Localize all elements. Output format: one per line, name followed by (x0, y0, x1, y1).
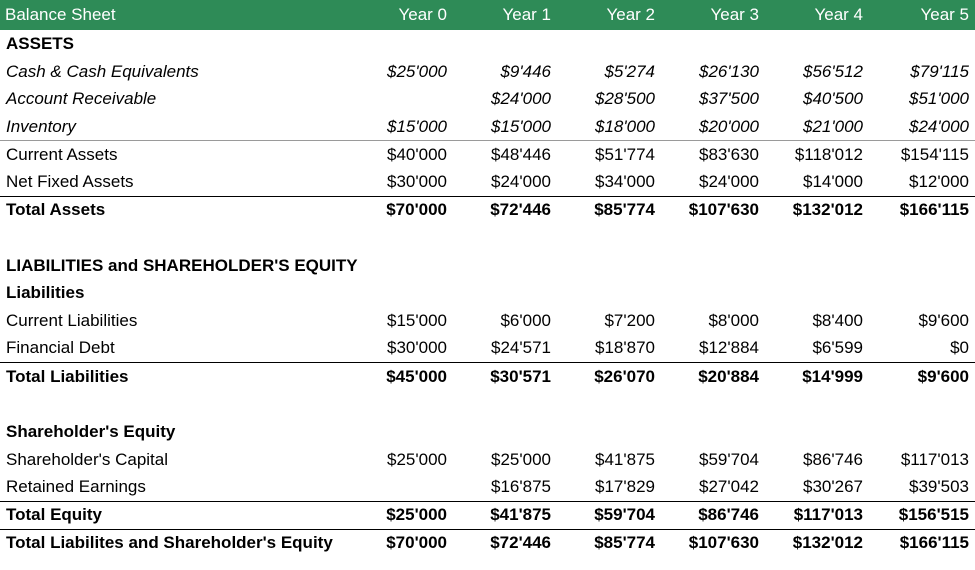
cell-value: $14'000 (765, 168, 869, 196)
section-row-assets (0, 30, 975, 58)
table-row (0, 141, 975, 169)
cell-value: $30'571 (490, 366, 551, 386)
cell-value: $34'000 (557, 168, 661, 196)
cell-value: $24'000 (869, 113, 975, 141)
sheet-title: Balance Sheet (5, 5, 116, 24)
cell-value: $21'000 (765, 113, 869, 141)
spacer-row (0, 224, 975, 252)
cell-value: $70'000 (386, 200, 447, 220)
cell-value: $26'130 (699, 61, 759, 81)
cell-value: $24'000 (491, 89, 551, 109)
subsection-row-liabilities (0, 280, 975, 308)
year-header: Year 2 (606, 5, 655, 24)
cell-value: $16'875 (453, 474, 557, 502)
table-row (0, 85, 975, 113)
cell-value: $107'630 (688, 200, 759, 220)
cell-value: $25'000 (491, 449, 551, 469)
cell-value (357, 85, 453, 113)
cell-value: $59'704 (557, 501, 661, 529)
row-label: Current Assets (6, 144, 118, 164)
cell-value: $0 (869, 335, 975, 363)
cell-value: $117'013 (900, 449, 969, 469)
section-label: ASSETS (6, 33, 75, 53)
row-label: Total Liabilities (6, 366, 129, 386)
section-label: LIABILITIES and SHAREHOLDER'S EQUITY (6, 255, 358, 275)
cell-value: $27'042 (661, 474, 765, 502)
cell-value: $8'400 (812, 311, 863, 331)
cell-value: $24'000 (661, 168, 765, 196)
cell-value: $30'267 (765, 474, 869, 502)
cell-value: $79'115 (910, 61, 969, 81)
cell-value: $30'000 (357, 168, 453, 196)
row-label: Shareholder's Capital (6, 449, 169, 469)
cell-value: $9'446 (500, 61, 551, 81)
header-row (0, 0, 975, 30)
cell-value: $20'000 (661, 113, 765, 141)
cell-value: $132'012 (792, 533, 863, 553)
table-row (0, 168, 975, 196)
cell-value: $86'746 (803, 449, 863, 469)
cell-value: $85'774 (594, 200, 655, 220)
cell-value: $86'746 (661, 501, 765, 529)
row-label: Cash & Cash Equivalents (6, 61, 199, 81)
cell-value: $25'000 (357, 501, 453, 529)
cell-value: $17'829 (557, 474, 661, 502)
cell-value: $26'070 (594, 366, 655, 386)
cell-value: $40'500 (803, 89, 863, 109)
cell-value: $20'884 (698, 366, 759, 386)
cell-value: $9'600 (918, 311, 969, 331)
row-label: Total Assets (6, 200, 106, 220)
row-label: Account Receivable (6, 89, 157, 109)
section-row-liabilities-equity (0, 252, 975, 280)
cell-value: $107'630 (688, 533, 759, 553)
year-header: Year 1 (502, 5, 551, 24)
cell-value: $45'000 (386, 366, 447, 386)
table-row (0, 335, 975, 363)
cell-value: $14'999 (802, 366, 863, 386)
table-row (0, 474, 975, 502)
year-header: Year 3 (710, 5, 759, 24)
cell-value: $117'013 (765, 501, 869, 529)
cell-value: $72'446 (490, 533, 551, 553)
cell-value: $83'630 (699, 144, 759, 164)
total-row (0, 363, 975, 391)
cell-value: $166'115 (899, 200, 969, 220)
cell-value: $156'515 (869, 501, 975, 529)
cell-value: $41'875 (453, 501, 557, 529)
row-label: Current Liabilities (6, 311, 138, 331)
cell-value: $9'600 (917, 366, 969, 386)
row-label: Net Fixed Assets (0, 168, 357, 196)
cell-value: $7'200 (604, 311, 655, 331)
table-row (0, 113, 975, 141)
table-row (0, 446, 975, 474)
grand-total-row (0, 529, 975, 557)
cell-value: $24'571 (453, 335, 557, 363)
cell-value: $154'115 (900, 144, 969, 164)
cell-value: $51'000 (909, 89, 969, 109)
year-header: Year 5 (920, 5, 969, 24)
cell-value: $41'875 (595, 449, 655, 469)
cell-value: $18'870 (557, 335, 661, 363)
cell-value: $70'000 (386, 533, 447, 553)
cell-value: $25'000 (387, 61, 447, 81)
row-label: Total Equity (0, 501, 357, 529)
cell-value: $37'500 (699, 89, 759, 109)
row-label: Inventory (0, 113, 357, 141)
cell-value: $25'000 (387, 449, 447, 469)
year-header: Year 4 (814, 5, 863, 24)
cell-value: $132'012 (792, 200, 863, 220)
row-label: Total Liabilites and Shareholder's Equity (6, 533, 333, 553)
subsection-label: Shareholder's Equity (6, 422, 176, 442)
cell-value: $6'599 (765, 335, 869, 363)
subsection-label: Liabilities (6, 283, 85, 303)
cell-value: $5'274 (604, 61, 655, 81)
cell-value: $6'000 (500, 311, 551, 331)
cell-value: $166'115 (899, 533, 969, 553)
cell-value: $48'446 (491, 144, 551, 164)
cell-value: $8'000 (708, 311, 759, 331)
cell-value: $39'503 (869, 474, 975, 502)
cell-value: $85'774 (594, 533, 655, 553)
cell-value: $15'000 (387, 311, 447, 331)
cell-value: $30'000 (357, 335, 453, 363)
table-row (0, 307, 975, 335)
cell-value: $15'000 (453, 113, 557, 141)
row-label: Financial Debt (0, 335, 357, 363)
spacer-row (0, 390, 975, 418)
cell-value: $40'000 (387, 144, 447, 164)
cell-value: $51'774 (595, 144, 655, 164)
cell-value: $18'000 (557, 113, 661, 141)
cell-value: $59'704 (699, 449, 759, 469)
cell-value: $12'000 (869, 168, 975, 196)
cell-value (357, 474, 453, 502)
total-row (0, 501, 975, 529)
cell-value: $56'512 (803, 61, 863, 81)
total-row (0, 196, 975, 224)
subsection-row-equity (0, 418, 975, 446)
cell-value: $15'000 (357, 113, 453, 141)
cell-value: $28'500 (595, 89, 655, 109)
year-header: Year 0 (398, 5, 447, 24)
table-row (0, 58, 975, 86)
cell-value: $24'000 (453, 168, 557, 196)
cell-value: $12'884 (661, 335, 765, 363)
row-label: Retained Earnings (0, 474, 357, 502)
cell-value: $72'446 (490, 200, 551, 220)
cell-value: $118'012 (794, 144, 863, 164)
